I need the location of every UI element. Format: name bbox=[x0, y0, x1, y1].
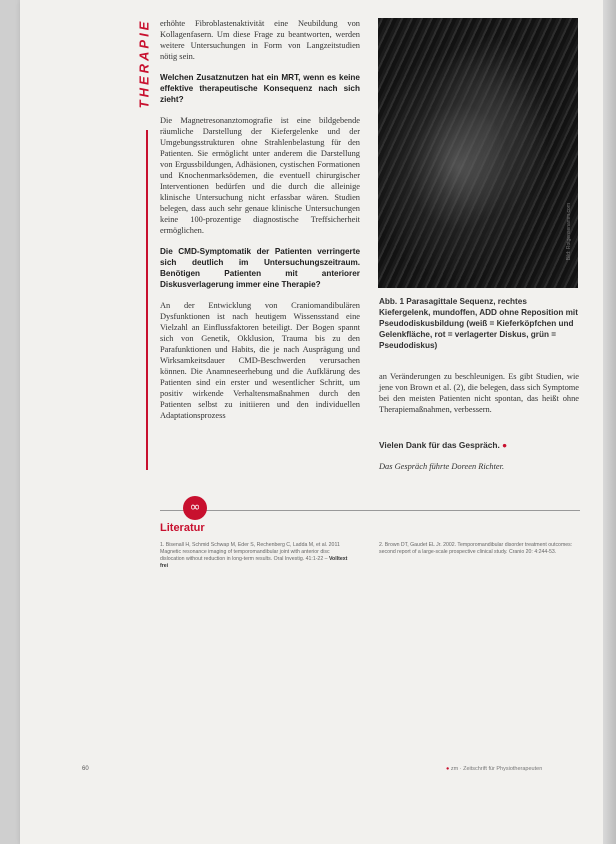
literature-link-icon[interactable]: ∞ bbox=[183, 496, 207, 520]
question-1: Welchen Zusatznutzen hat ein MRT, wenn es keine effektive therapeutische Konsequenz nach sich zieht? bbox=[160, 73, 360, 104]
right-column bbox=[379, 371, 579, 425]
interviewer-credit: Das Gespräch führte Doreen Richter. bbox=[379, 462, 505, 471]
journal-name: zm · Zeitschrift für Physiotherapeuten bbox=[450, 766, 543, 772]
next-page-edge bbox=[603, 0, 616, 844]
section-label: THERAPIE bbox=[136, 18, 152, 109]
left-column bbox=[160, 18, 360, 431]
literature-divider bbox=[160, 510, 580, 511]
end-bullet: ● bbox=[501, 441, 508, 450]
journal-footer bbox=[446, 766, 542, 772]
page-number: 60 bbox=[82, 766, 89, 772]
paragraph-1: erhöhte Fibroblastenaktivität eine Neubildung von Kollagenfasern. Um diese Frage zu beantworten, werden weitere Untersuchungen in Form von Langzeitstudien nötig sein. bbox=[160, 19, 360, 61]
image-credit: Bild: Rotgensenamm.com bbox=[566, 202, 572, 260]
section-rule bbox=[146, 130, 148, 470]
reference-2: 2. Brown DT, Gaudet EL Jr. 2002. Temporomandibular disorder treatment outcomes: second report of a large-scale prospective clinical study. Cranio 20: 4:244-53. bbox=[379, 542, 573, 555]
reference-1-text: 1. Bisenall H, Schmid Schwap M, Eder S, Rechenberg C, Ladda M, et al. 2011 Magnetic resonance imaging of temporomandibular joint with anterior disc dislocation without reduction in long-term results. Oral Investig. 41:1-22 – bbox=[160, 542, 340, 562]
literature-heading: Literatur bbox=[160, 522, 205, 534]
thanks-line: Vielen Dank für das Gespräch. bbox=[379, 440, 500, 450]
footer-dot: ● bbox=[446, 766, 450, 772]
figure-caption: Abb. 1 Parasagittale Sequenz, rechtes Kiefergelenk, mundoffen, ADD ohne Reposition mit Pseudodiskusbildung (weiß = Kieferköpfchen und Gelenkfläche, rot = verlagerter Diskus, grün = Pseudodiskus) bbox=[379, 297, 578, 350]
section-tab bbox=[129, 12, 151, 126]
paragraph-3: An der Entwicklung von Craniomandibulären Dysfunktionen ist nach heutigem Wissensstand eine Vielzahl an Einflussfaktoren beteiligt. Der Bogen spannt sich von Genetik, Okklusion, Trauma bis zu den Parafunktionen und Habits, die je nach Ausprägung und Wirksamkeitsdauer CMD-Beschwerden verursachen können. Die Anamneseerhebung und die Aufklärung des Patienten sind ein erster und wesentlicher Schritt, um positiv wirkende Verhaltensmaßnahmen durch den Patienten selbst zu initiieren und den individuellen Adaptationsprozess bbox=[160, 301, 360, 420]
paragraph-4: an Veränderungen zu beschleunigen. Es gibt Studien, wie jene von Brown et al. (2), die belegen, dass sich Symptome bei den meisten Patienten nicht spontan, das heißt ohne Therapiemaßnahmen, verbessern. bbox=[379, 372, 579, 414]
paragraph-2: Die Magnetresonanztomografie ist eine bildgebende räumliche Darstellung der Kiefergelenke und der Umgebungsstrukturen ohne Strahlenbelastung für den Patienten. Sie ermöglicht unter anderem die Darstellung von Ergussbildungen, Adhäsionen, cystischen Formationen und Knochenmarksödemen, die eventuell chirurgischer Interventionen bedürfen und die durch die alleinige klinische Untersuchung nicht erfassbar wären. Studien belegen, dass auch sehr genaue klinische Untersuchungen keine 100-prozentige diagnostische Treffsicherheit ermöglichen. bbox=[160, 116, 360, 235]
interview-closing bbox=[379, 440, 579, 471]
reference-1 bbox=[160, 542, 350, 570]
question-2: Die CMD-Symptomatik der Patienten verringerte sich deutlich im Untersuchungszeitraum. Benötigen Patienten mit anteriorer Diskusverlagerung immer eine Therapie? bbox=[160, 247, 360, 289]
mri-figure bbox=[378, 18, 578, 288]
fulltext-link[interactable]: Volltext frei bbox=[160, 556, 348, 569]
